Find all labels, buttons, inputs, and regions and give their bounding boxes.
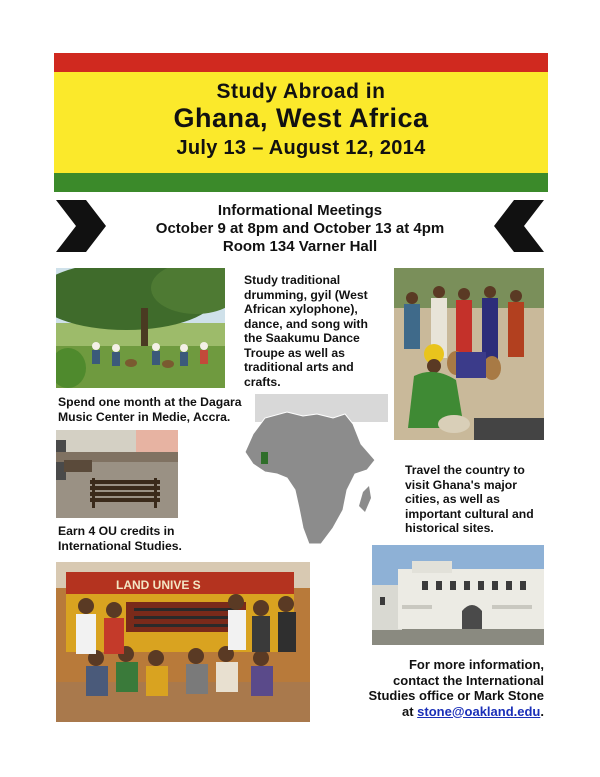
drumming-description — [244, 273, 368, 389]
ghana-highlight — [261, 452, 268, 464]
travel-line: cities, as well as — [405, 492, 500, 506]
drumming-line: traditional arts and — [244, 360, 354, 374]
drumming-line: the Saakumu Dance — [244, 331, 360, 345]
chevron-right-icon — [56, 200, 106, 252]
meetings-times: October 9 at 8pm and October 13 at 4pm — [155, 220, 445, 237]
africa-map — [225, 394, 388, 546]
travel-line: visit Ghana's major — [405, 477, 517, 492]
title-banner — [54, 53, 548, 192]
photo-cape-coast-castle — [372, 545, 544, 645]
drumming-line: Troupe as well as — [244, 345, 345, 360]
contact-line: For more information, — [408, 657, 544, 672]
banner-red-stripe — [54, 53, 548, 72]
travel-line: Travel the country to — [405, 463, 525, 477]
dagara-description — [58, 395, 242, 424]
contact-line: Studies office or Mark Stone — [368, 688, 544, 703]
banner-line-1: Study Abroad in — [216, 80, 386, 103]
dagara-line: Spend one month at the Dagara — [58, 395, 242, 409]
travel-description — [405, 463, 534, 536]
photo-xylophone — [56, 430, 178, 518]
contact-info — [340, 657, 544, 719]
contact-email-line — [340, 704, 544, 720]
credits-description — [58, 524, 182, 553]
photo-dance-troupe — [394, 268, 544, 440]
drumming-line: African xylophone), — [244, 302, 358, 316]
drumming-line: drumming, gyil (West — [244, 287, 368, 302]
banner-title: Ghana, West Africa — [173, 103, 429, 133]
drumming-line: dance, and song with — [244, 316, 368, 331]
photo-drumming-under-tree — [56, 268, 225, 388]
credits-line: Earn 4 OU credits in — [58, 524, 175, 538]
banner-dates: July 13 – August 12, 2014 — [176, 137, 426, 159]
contact-line: contact the International — [393, 672, 544, 688]
chevron-left-icon — [494, 200, 544, 252]
banner-green-stripe — [54, 173, 548, 192]
drumming-line: Study traditional — [244, 273, 341, 287]
svg-text:LAND UNIVE S: LAND UNIVE S — [116, 578, 201, 592]
email-link[interactable]: stone@oakland.edu — [417, 703, 541, 719]
photo-group-dagara-center — [56, 562, 310, 722]
meetings-heading: Informational Meetings — [217, 202, 383, 219]
travel-line: important cultural and — [405, 506, 534, 521]
travel-line: historical sites. — [405, 521, 494, 535]
contact-period: . — [540, 703, 544, 719]
meetings-location: Room 134 Varner Hall — [222, 238, 378, 255]
credits-line: International Studies. — [58, 538, 182, 553]
contact-at-text: at — [402, 703, 418, 719]
drumming-line: crafts. — [244, 374, 281, 389]
dagara-line: Music Center in Medie, Accra. — [58, 409, 231, 424]
